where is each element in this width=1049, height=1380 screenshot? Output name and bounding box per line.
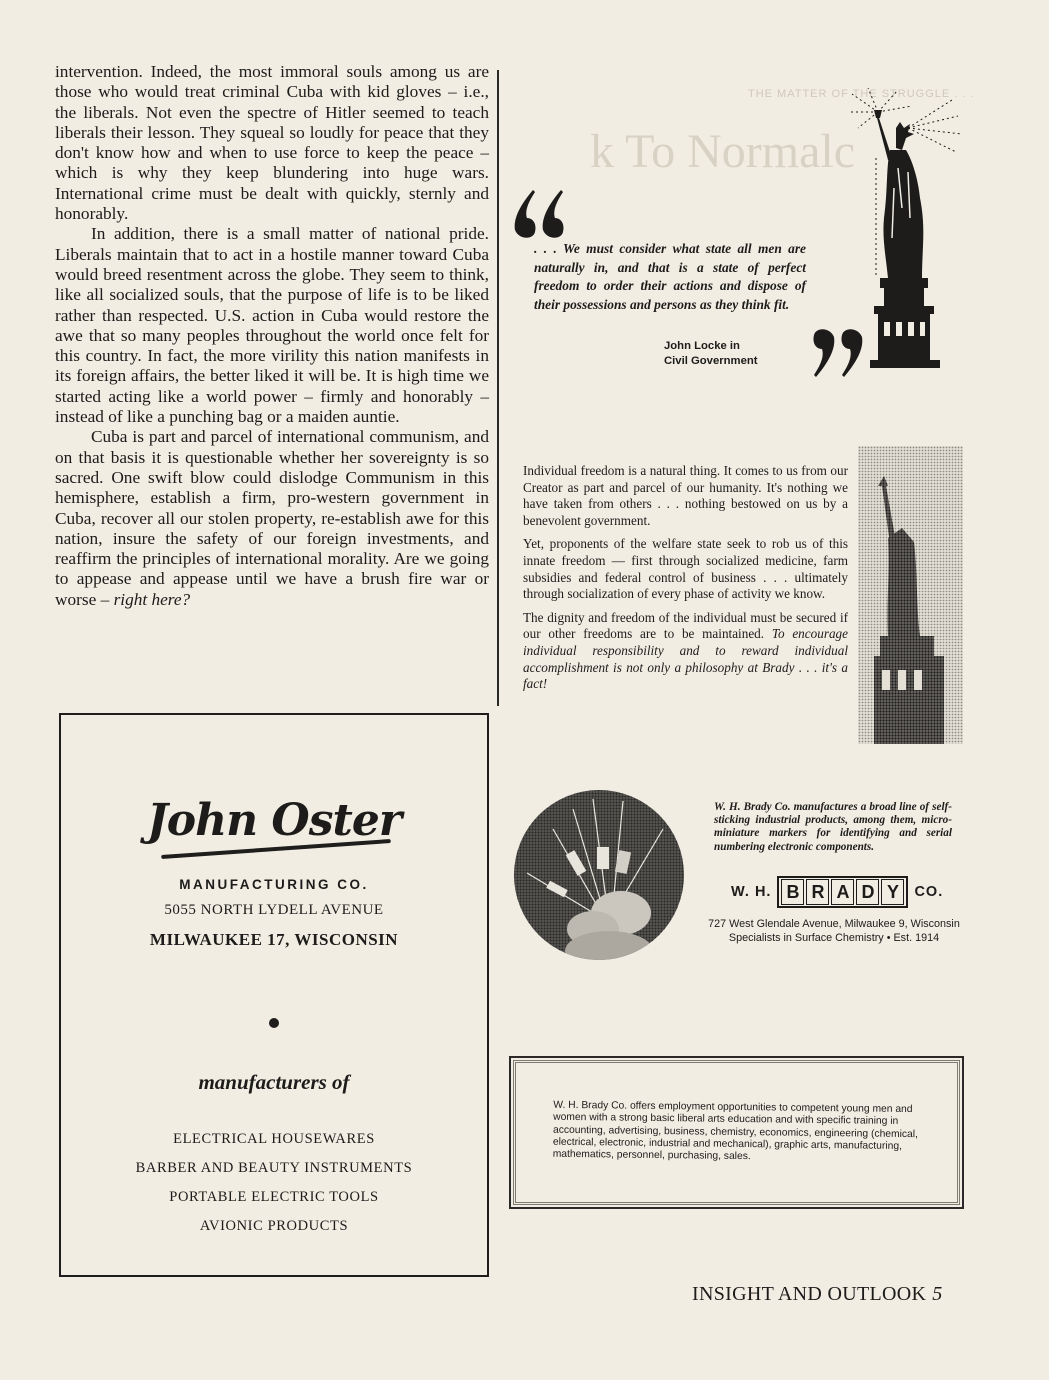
article-paragraph-text: Cuba is part and parcel of international communism, and on that basis it is questionable whether her sovereignty is so sacred. One swift blow could dislodge Communism in this hemisphere, establish a firm, pro-western government in Cuba, recover all our stolen property, re-establish awe for this nation, insure the safety of our foreign investments, and reaffirm the principles of international morality. Are we going to appease and appease until we have a brush fire war or worse – — [55, 427, 489, 609]
brady-slogan: To encourage individual responsibility and to reward individual accomplishment is not only a philosophy at Brady . . . it's a fact! — [523, 626, 848, 692]
brady-paragraph — [523, 610, 848, 693]
brady-address-block — [700, 917, 968, 945]
product-item: AVIONIC PRODUCTS — [199, 1218, 349, 1234]
micro-markers-photo — [513, 789, 685, 961]
city-line: MILWAUKEE 17, WISCONSIN — [149, 930, 399, 949]
brady-paragraph-text: The dignity and freedom of the individual must be secured if our other freedoms are to be maintained. — [523, 609, 848, 642]
brand-letter: A — [831, 879, 854, 905]
brady-freedom-text — [523, 463, 848, 700]
article-paragraph: In addition, there is a small matter of national pride. Liberals maintain that to act in a hostile manner toward Cuba would breed resentment across the globe. They seem to think, like all socialized souls, that the purpose of life is to be liked rather than respected. U.S. action in Cuba would restore the awe that so many peoples throughout the world once felt for this country. In fact, the more virility this nation manifests in its foreign affairs, the better liked it will be. It is high time we started acting like a world power – firmly and honorably – instead of like a punching bag or a maiden auntie. — [55, 224, 489, 427]
employment-notice-box — [509, 1056, 964, 1209]
column-divider — [497, 70, 499, 706]
page-number: 5 — [932, 1283, 943, 1305]
quote-source: Civil Government — [664, 354, 758, 367]
street-address: 5055 NORTH LYDELL AVENUE — [164, 902, 384, 918]
brady-logo — [731, 876, 943, 908]
tagline: manufacturers of — [198, 1070, 350, 1094]
publication-title: INSIGHT AND OUTLOOK — [692, 1283, 927, 1305]
company-line: MANUFACTURING CO. — [179, 877, 369, 892]
article-closing-phrase: right here? — [113, 589, 191, 609]
brand-letter: B — [781, 879, 804, 905]
employment-text: W. H. Brady Co. offers employment opportunities to competent young men and women with a strong basic liberal arts education and with specific training in accounting, advertising, business, chemistry, economics, engineering (chemical, electrical, electronic, industrial and mechanical), graphic arts, manufacturing, mathematics, personnel, purchasing, sales. — [552, 1099, 919, 1163]
brady-caption: W. H. Brady Co. manufactures a broad line of self-sticking industrial products, among them, micro-miniature markers for identifying and serial numbering electronic components. — [714, 801, 952, 853]
brand-suffix: CO. — [914, 884, 944, 900]
bleed-through-title: k To Normalc — [590, 125, 856, 178]
brand-letter: R — [806, 879, 829, 905]
john-oster-ad — [59, 713, 489, 1277]
brand-letter: D — [856, 879, 879, 905]
bleed-through-heading: THE MATTER OF THE STRUGGLE . . . — [748, 88, 975, 100]
brand-letter: Y — [881, 879, 904, 905]
brady-tagline: Specialists in Surface Chemistry • Est. 1914 — [728, 932, 940, 944]
brady-paragraph: Yet, proponents of the welfare state seek to rob us of this innate freedom — first through socialized medicine, farm subsidies and federal control of business . . . ultimately through socialization of every phase of activity we know. — [523, 536, 848, 602]
john-oster-logo: John Oster — [146, 795, 402, 846]
brady-paragraph: Individual freedom is a natural thing. It comes to us from our Creator as part and parcel of our humanity. It's nothing we have taken from others . . . nothing bestowed on us by a benevolent government. — [523, 463, 848, 528]
quote-author: John Locke in — [664, 340, 740, 352]
bullet-dot — [269, 1018, 279, 1028]
brady-letter-box — [777, 876, 908, 908]
article-column — [55, 62, 489, 610]
article-paragraph — [55, 427, 489, 610]
brand-prefix: W. H. — [731, 884, 772, 900]
locke-quote: . . . We must consider what state all men are naturally in, and that is a state of perfect freedom to order their actions and dispose of their possessions and persons as they think fit. — [534, 241, 806, 312]
page-footer — [692, 1283, 943, 1306]
open-quote-icon — [511, 182, 573, 242]
brady-address: 727 West Glendale Avenue, Milwaukee 9, Wisconsin — [708, 918, 960, 930]
quote-attribution — [664, 339, 758, 368]
article-paragraph: intervention. Indeed, the most immoral souls among us are those who would treat criminal Cuba with kid gloves – i.e., the liberals. Not even the spectre of Hitler seemed to teach liberals their lesson. They squeal so loudly for peace that they don't know how and when to use force to keep the peace – which is why they keep blundering into huge wars. International crime must be dealt with quickly, sternly and honorably. — [55, 62, 489, 224]
product-item: PORTABLE ELECTRIC TOOLS — [169, 1189, 379, 1205]
product-item: BARBER AND BEAUTY INSTRUMENTS — [135, 1160, 413, 1176]
product-item: ELECTRICAL HOUSEWARES — [173, 1131, 375, 1147]
statue-of-liberty-illustration — [848, 88, 964, 370]
statue-of-liberty-photo — [858, 446, 963, 744]
